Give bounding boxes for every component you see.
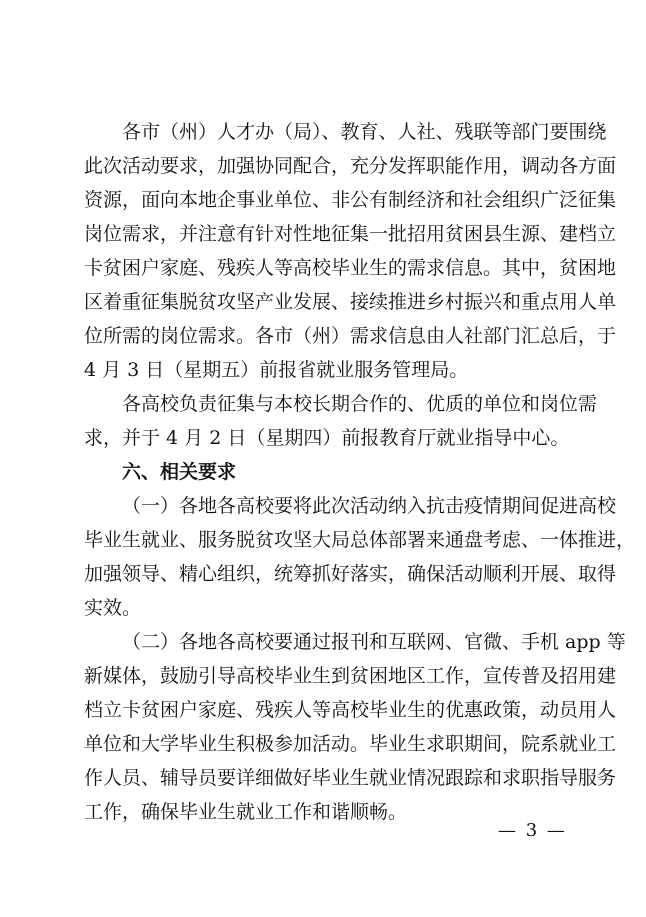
item-2-line-4: 单位和大学毕业生积极参加活动。毕业生求职期间，院系就业工 <box>84 733 617 755</box>
paragraph-2-line-2: 求，并于 4 月 2 日（星期四）前报教育厅就业指导中心。 <box>84 427 570 449</box>
item-1-line-4: 实效。 <box>84 597 142 619</box>
paragraph-1-line-3: 资源，面向本地企事业单位、非公有制经济和社会组织广泛征集 <box>84 189 617 211</box>
paragraph-1-line-8: 4 月 3 日（星期五）前报省就业服务管理局。 <box>84 359 469 381</box>
paragraph-1-line-4: 岗位需求，并注意有针对性地征集一批招用贫困县生源、建档立 <box>84 223 617 245</box>
item-2-line-6: 工作，确保毕业生就业工作和谐顺畅。 <box>84 801 408 823</box>
item-2-line-1: （二）各地各高校要通过报刊和互联网、官微、手机 app 等 <box>122 631 626 653</box>
paragraph-2-line-1: 各高校负责征集与本校长期合作的、优质的单位和岗位需 <box>122 393 598 415</box>
paragraph-1-line-7: 位所需的岗位需求。各市（州）需求信息由人社部门汇总后，于 <box>84 325 617 347</box>
paragraph-1-line-6: 区着重征集脱贫攻坚产业发展、接续推进乡村振兴和重点用人单 <box>84 291 617 313</box>
paragraph-1-line-5: 卡贫困户家庭、残疾人等高校毕业生的需求信息。其中，贫困地 <box>84 257 617 279</box>
item-1-line-2: 毕业生就业、服务脱贫攻坚大局总体部署来通盘考虑、一体推进， <box>84 529 636 551</box>
paragraph-1-line-2: 此次活动要求，加强协同配合，充分发挥职能作用，调动各方面 <box>84 155 617 177</box>
item-2-line-5: 作人员、辅导员要详细做好毕业生就业情况跟踪和求职指导服务 <box>84 767 617 789</box>
section-heading: 六、相关要求 <box>122 461 237 483</box>
item-1-line-3: 加强领导、精心组织，统筹抓好落实，确保活动顺利开展、取得 <box>84 563 617 585</box>
item-2-line-3: 档立卡贫困户家庭、残疾人等高校毕业生的优惠政策，动员用人 <box>84 699 617 721</box>
item-2-line-2: 新媒体，鼓励引导高校毕业生到贫困地区工作，宣传普及招用建 <box>84 665 617 687</box>
page-number: — 3 — <box>498 820 567 841</box>
paragraph-1-line-1: 各市（州）人才办（局）、教育、人社、残联等部门要围绕 <box>122 121 607 143</box>
item-1-line-1: （一）各地各高校要将此次活动纳入抗击疫情期间促进高校 <box>122 495 617 517</box>
